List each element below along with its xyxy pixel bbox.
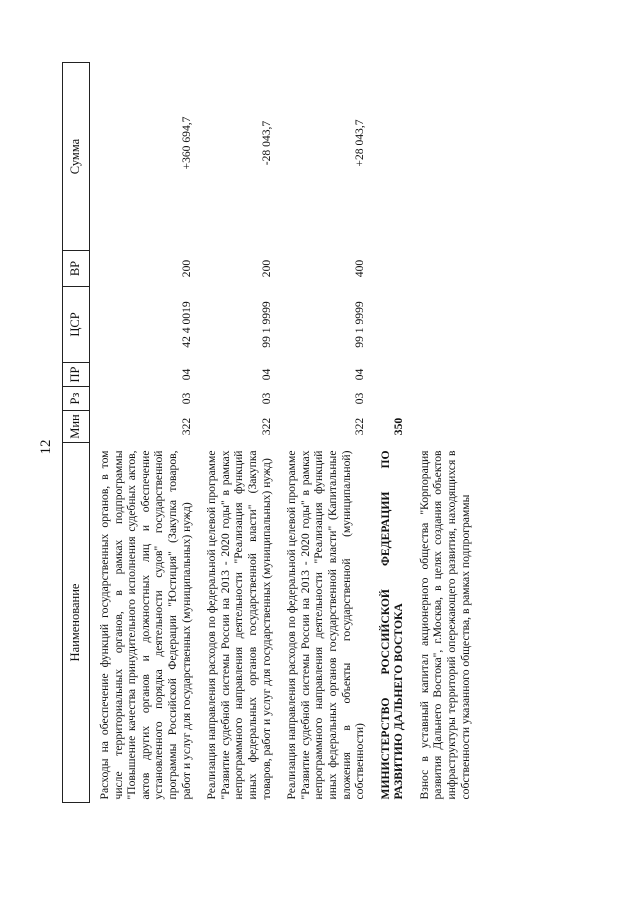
header-vr: ВР: [63, 251, 90, 287]
row-rz: 03: [259, 392, 273, 405]
row-pr: 04: [259, 368, 273, 381]
header-name: Наименование: [63, 443, 90, 803]
row-sum: +28 043,7: [353, 119, 367, 167]
row-csr: 99 1 9999: [259, 301, 273, 348]
row-vr: 400: [353, 259, 367, 278]
header-rz: Рз: [63, 387, 90, 411]
row-vr: 200: [259, 259, 273, 278]
row-pr: 04: [179, 368, 193, 381]
ministry-code: 350: [392, 417, 406, 436]
row-vr: 200: [179, 259, 193, 278]
header-min: Мин: [63, 411, 90, 443]
table-row: [410, 63, 476, 803]
row-sum: -28 043,7: [259, 120, 273, 166]
table-row: [90, 63, 198, 803]
row-name: Взнос в уставный капитал акционерного общества "Корпорация развития Дальнего Востока", г.Москва, в целях создания объектов инфраструктуры территорий опережающего развития, находящихся в собственности указанного общества, в рамках подпрограммы: [417, 450, 472, 800]
row-min: 322: [353, 417, 367, 436]
table-row: [197, 63, 277, 803]
row-min: 322: [259, 417, 273, 436]
row-name: Реализация направления расходов по федеральной целевой программе "Развитие судебной системы России на 2013 - 2020 годы" в рамках непрограммного направления деятельности "Реализация функций иных федеральных органов государственной власти" (Капитальные вложения в объекты государственной (муниципальной) собственности): [285, 450, 367, 800]
ministry-row: [371, 63, 410, 803]
row-name: Реализация направления расходов по федеральной целевой программе "Развитие судебной системы России на 2013 - 2020 годы" в рамках непрограммного направления деятельности "Реализация функций иных федеральных органов государственной власти" (Закупка товаров, работ и услуг для государственных (муниципальных) нужд): [205, 450, 273, 800]
header-csr: ЦСР: [63, 287, 90, 363]
table-header-row: [63, 63, 90, 803]
row-csr: 99 1 9999: [353, 301, 367, 348]
row-sum: +360 694,7: [179, 116, 193, 170]
row-rz: 03: [353, 392, 367, 405]
row-min: 322: [179, 417, 193, 436]
budget-table: [62, 62, 476, 803]
page-number: 12: [38, 439, 54, 455]
header-sum: Сумма: [63, 63, 90, 251]
header-pr: ПР: [63, 363, 90, 387]
table-row: [277, 63, 371, 803]
row-name: Расходы на обеспечение функций государственных органов, в том числе территориальных органов, в рамках подпрограммы "Повышение качества принудительного исполнения судебных актов, актов других органов и должностных лиц и обеспечение установленного порядка деятельности судов" государственной программы Российской Федерации "Юстиция" (Закупка товаров, работ и услуг для государственных (муниципальных) нужд): [98, 450, 193, 800]
row-csr: 42 4 0019: [179, 301, 193, 348]
row-rz: 03: [179, 392, 193, 405]
row-pr: 04: [353, 368, 367, 381]
ministry-name: МИНИСТЕРСТВО РОССИЙСКОЙ ФЕДЕРАЦИИ ПО РАЗВИТИЮ ДАЛЬНЕГО ВОСТОКА: [378, 450, 406, 800]
